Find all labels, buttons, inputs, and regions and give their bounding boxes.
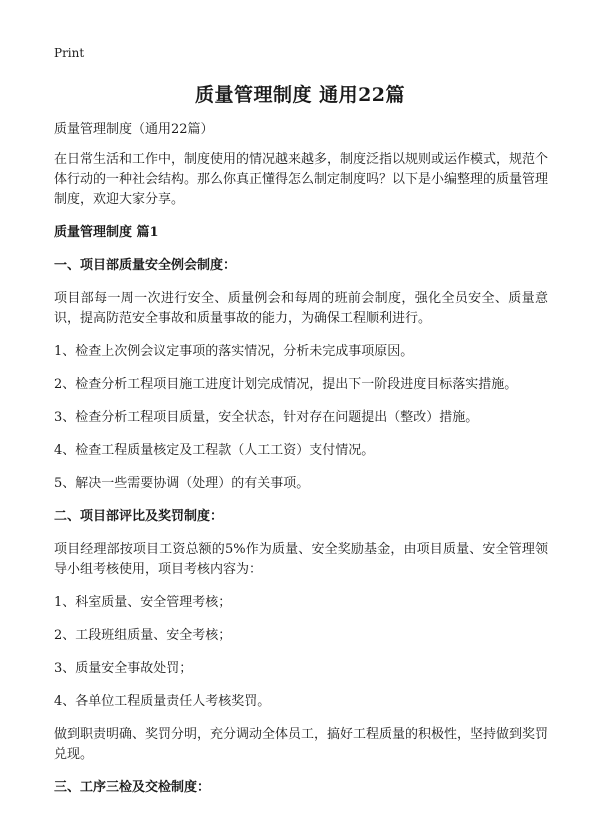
list-item: 2、检查分析工程项目施工进度计划完成情况，提出下一阶段进度目标落实措施。 <box>54 377 518 392</box>
section-2-closing-paragraph: 做到职责明确、奖罚分明，充分调动全体员工，搞好工程质量的积极性，坚持做到奖罚兑现。 <box>54 727 549 762</box>
print-link[interactable]: Print <box>54 46 85 60</box>
section-heading-1: 一、项目部质量安全例会制度： <box>54 258 237 273</box>
part-heading: 质量管理制度 篇1 <box>54 225 159 240</box>
list-item: 4、检查工程质量核定及工程款（人工工资）支付情况。 <box>54 443 375 458</box>
list-item: 2、工段班组质量、安全考核； <box>54 628 232 643</box>
section-1-paragraph: 项目部每一周一次进行安全、质量例会和每周的班前会制度，强化全员安全、质量意识，提高防范安全事故和质量事故的能力，为确保工程顺利进行。 <box>54 291 548 326</box>
list-item: 5、解决一些需要协调（处理）的有关事项。 <box>54 476 310 491</box>
section-heading-3: 三、工序三检及交检制度： <box>54 780 211 795</box>
document-title: 质量管理制度 通用22篇 <box>194 84 406 106</box>
list-item: 3、质量安全事故处罚； <box>54 661 193 676</box>
intro-paragraph: 在日常生活和工作中，制度使用的情况越来越多，制度泛指以规则或运作模式，规范个体行动的一种社会结构。那么你真正懂得怎么制定制度吗？以下是小编整理的质量管理制度，欢迎大家分享。 <box>54 152 549 207</box>
list-item: 3、检查分析工程项目质量，安全状态，针对存在问题提出（整改）措施。 <box>54 410 479 425</box>
section-2-paragraph: 项目经理部按项目工资总额的5%作为质量、安全奖励基金，由项目质量、安全管理领导小组考核使用，项目考核内容为： <box>54 542 548 577</box>
document-subtitle: 质量管理制度（通用22篇） <box>54 122 214 137</box>
section-heading-2: 二、项目部评比及奖罚制度： <box>54 509 224 524</box>
document-body <box>54 120 548 798</box>
list-item: 4、各单位工程质量责任人考核奖罚。 <box>54 694 271 709</box>
list-item: 1、科室质量、安全管理考核； <box>54 595 232 610</box>
list-item: 1、检查上次例会议定事项的落实情况，分析未完成事项原因。 <box>54 344 414 359</box>
